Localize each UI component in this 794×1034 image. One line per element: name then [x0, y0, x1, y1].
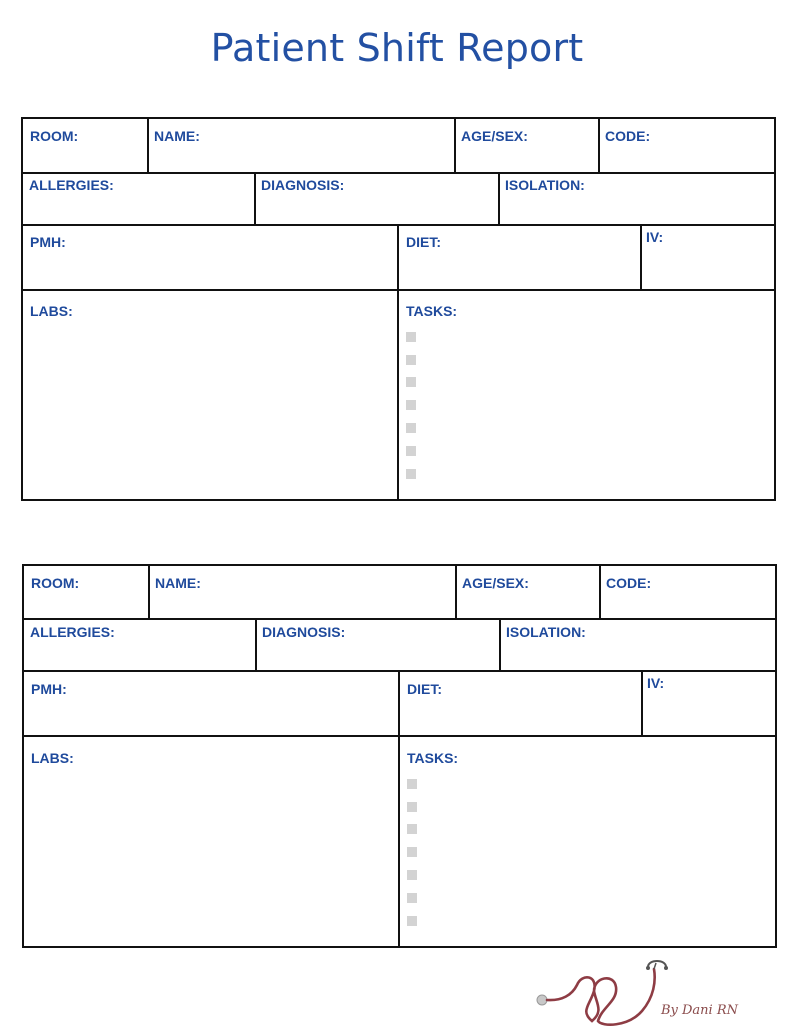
col-divider [598, 119, 600, 172]
col-divider [254, 172, 256, 224]
task-checkbox[interactable] [407, 847, 417, 857]
iv-field[interactable]: IV: [646, 229, 664, 245]
row-divider [23, 172, 774, 174]
col-divider [599, 566, 601, 618]
name-field[interactable]: NAME: [155, 575, 201, 591]
room-field[interactable]: ROOM: [30, 128, 79, 144]
task-checkbox[interactable] [407, 870, 417, 880]
allergies-field[interactable]: ALLERGIES: [29, 177, 114, 193]
diet-field[interactable]: DIET: [407, 681, 442, 697]
isolation-field[interactable]: ISOLATION: [506, 624, 586, 640]
isolation-field[interactable]: ISOLATION: [505, 177, 585, 193]
task-checkbox[interactable] [407, 916, 417, 926]
task-checkbox[interactable] [406, 355, 416, 365]
diagnosis-field[interactable]: DIAGNOSIS: [261, 177, 345, 193]
col-divider [255, 618, 257, 670]
code-field[interactable]: CODE: [605, 128, 651, 144]
pmh-field[interactable]: PMH: [30, 234, 66, 250]
iv-field[interactable]: IV: [647, 675, 665, 691]
col-divider [147, 119, 149, 172]
tasks-field[interactable]: TASKS: [406, 303, 458, 319]
task-checkbox[interactable] [407, 824, 417, 834]
col-divider [397, 224, 399, 501]
labs-field[interactable]: LABS: [30, 303, 73, 319]
age-sex-field[interactable]: AGE/SEX: [462, 575, 529, 591]
name-field[interactable]: NAME: [154, 128, 200, 144]
task-checkbox[interactable] [406, 423, 416, 433]
page-title: Patient Shift Report [210, 26, 584, 70]
signature: By Dani RN [660, 1003, 738, 1018]
tasks-field[interactable]: TASKS: [407, 750, 459, 766]
col-divider [640, 224, 642, 289]
task-checkbox[interactable] [407, 779, 417, 789]
col-divider [148, 566, 150, 618]
col-divider [499, 618, 501, 670]
col-divider [498, 172, 500, 224]
patient-report-form-1 [21, 117, 776, 501]
col-divider [454, 119, 456, 172]
task-checkbox[interactable] [406, 400, 416, 410]
code-field[interactable]: CODE: [606, 575, 652, 591]
stethoscope-heart-icon [532, 955, 682, 1030]
task-checkbox[interactable] [407, 802, 417, 812]
task-checkbox[interactable] [407, 893, 417, 903]
pmh-field[interactable]: PMH: [31, 681, 67, 697]
allergies-field[interactable]: ALLERGIES: [30, 624, 115, 640]
diagnosis-field[interactable]: DIAGNOSIS: [262, 624, 346, 640]
diet-field[interactable]: DIET: [406, 234, 441, 250]
row-divider [24, 618, 775, 620]
col-divider [641, 670, 643, 735]
task-checkbox[interactable] [406, 446, 416, 456]
room-field[interactable]: ROOM: [31, 575, 80, 591]
age-sex-field[interactable]: AGE/SEX: [461, 128, 528, 144]
task-checkbox[interactable] [406, 469, 416, 479]
task-checkbox[interactable] [406, 332, 416, 342]
col-divider [455, 566, 457, 618]
patient-report-form-2 [22, 564, 777, 948]
task-checkbox[interactable] [406, 377, 416, 387]
labs-field[interactable]: LABS: [31, 750, 74, 766]
col-divider [398, 670, 400, 948]
